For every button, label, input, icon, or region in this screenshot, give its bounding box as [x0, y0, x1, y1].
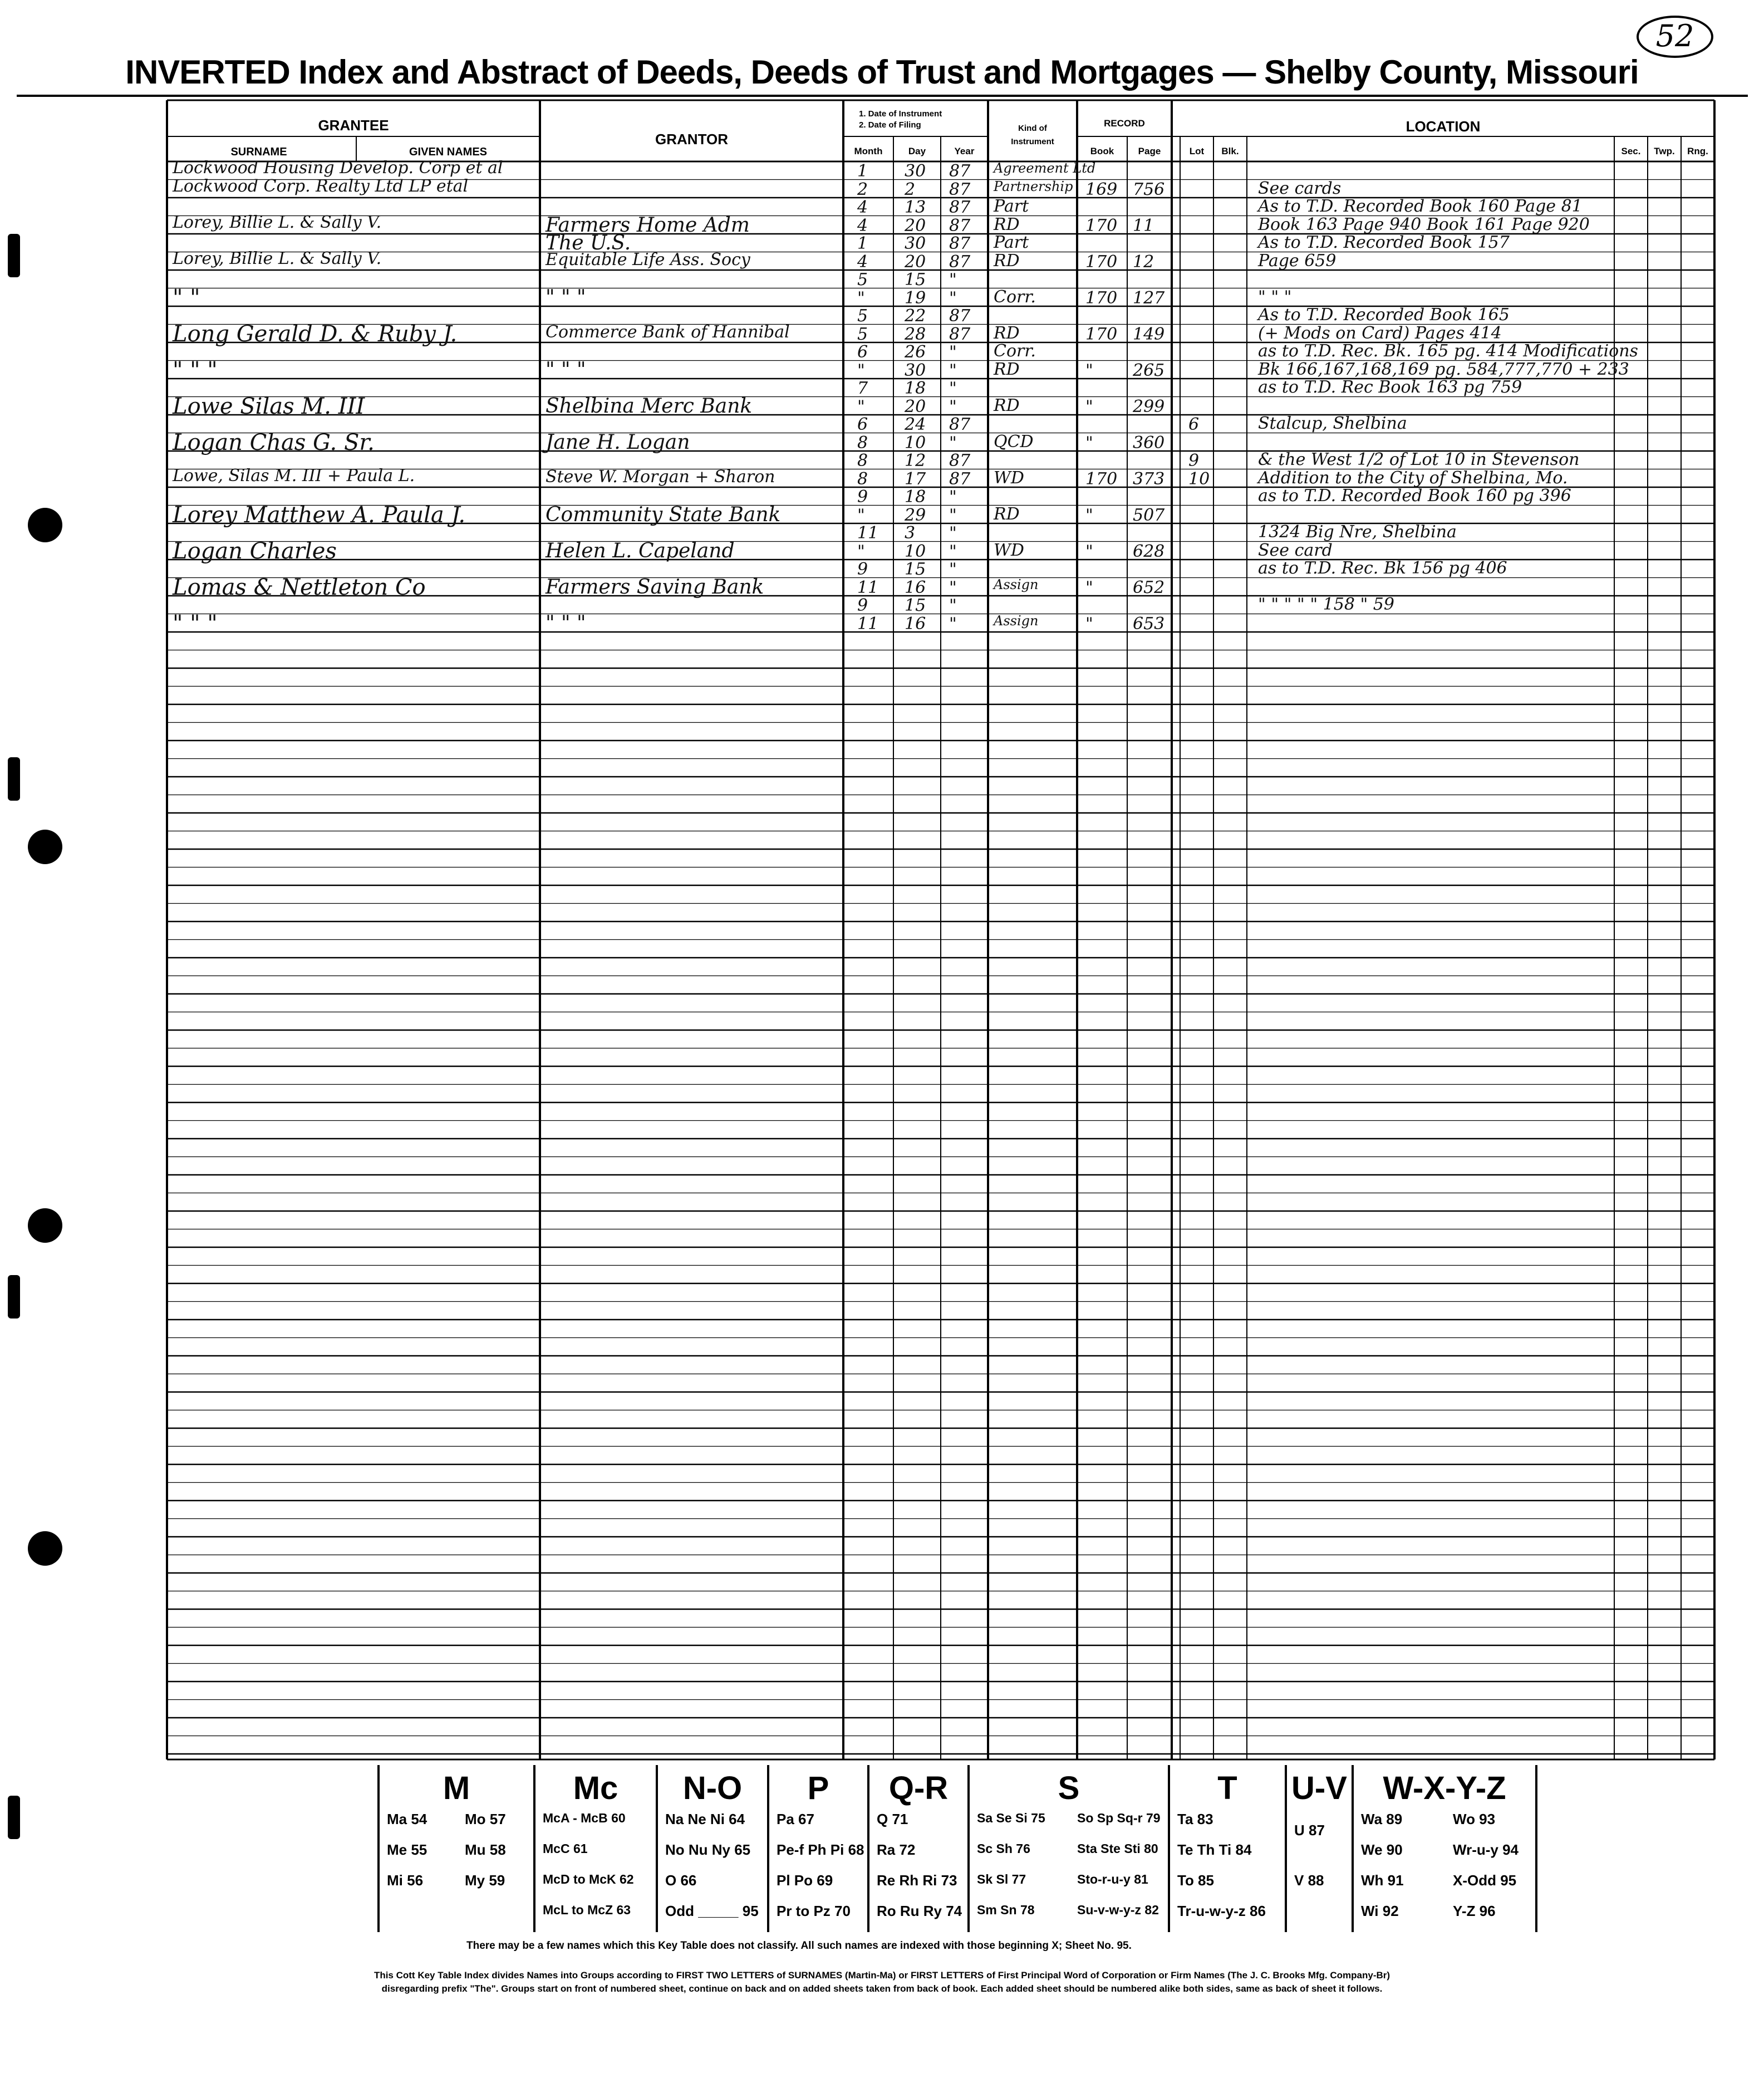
entry-location: See cards: [1258, 178, 1342, 198]
key-entry: My 59: [465, 1872, 505, 1889]
entry-year: 87: [949, 198, 971, 217]
entry-book: 170: [1085, 288, 1118, 308]
entry-year: ": [949, 433, 957, 453]
entry-page: 507: [1133, 505, 1165, 525]
key-group-w-x-y-z: W-X-Y-Z: [1383, 1770, 1506, 1806]
entry-day: 20: [905, 215, 926, 236]
entry-kind: Part: [994, 197, 1029, 216]
entry-month: 2: [857, 179, 868, 199]
entry-book: ": [1085, 614, 1093, 634]
entry-day: 20: [905, 396, 926, 416]
entry-year: ": [949, 288, 957, 308]
entry-month: 9: [857, 560, 868, 579]
entry-location: Bk 166,167,168,169 pg. 584,777,770 + 233: [1258, 359, 1629, 379]
entry-location: See card: [1258, 540, 1333, 560]
entry-year: 87: [949, 451, 971, 470]
entry-month: 8: [857, 433, 868, 453]
entry-grantee: Long Gerald D. & Ruby J.: [173, 321, 458, 347]
entry-lot: 6: [1188, 415, 1200, 434]
entry-grantee: Lorey, Billie L. & Sally V.: [173, 212, 382, 232]
key-entry: Pa 67: [777, 1811, 814, 1827]
entry-year: 87: [949, 469, 971, 489]
entry-location: Stalcup, Shelbina: [1258, 414, 1407, 433]
key-group-n-o: N-O: [682, 1770, 743, 1806]
entry-month: 9: [857, 487, 868, 507]
entry-day: 18: [905, 379, 926, 398]
entry-grantee: Logan Chas G. Sr.: [173, 429, 375, 455]
footer-line-1: This Cott Key Table Index divides Names into Groups according to FIRST TWO LETTERS of SURNAMES (Martin-Ma) or FIRST LETTERS of First Principal Word of Corporation or Firm Names (The J. C. Brooks Mfg. Company-Br): [374, 1970, 1390, 1981]
entry-kind: QCD: [994, 432, 1034, 452]
header-given-names: GIVEN NAMES: [409, 146, 488, 158]
entry-grantor: Shelbina Merc Bank: [546, 394, 753, 418]
entry-book: 170: [1085, 469, 1118, 489]
binder-hole: [28, 1208, 62, 1243]
entry-page: 12: [1133, 252, 1154, 272]
entry-year: 87: [949, 306, 971, 326]
key-group-u-v: U-V: [1291, 1770, 1347, 1806]
entry-month: 8: [857, 451, 868, 470]
key-entry: McA - McB 60: [543, 1811, 626, 1825]
entry-month: 5: [857, 324, 868, 344]
entry-kind: RD: [994, 504, 1020, 524]
entry-location: " " " " " 158 " 59: [1258, 595, 1394, 614]
entry-kind: Assign: [994, 576, 1039, 592]
entry-month: 9: [857, 596, 868, 615]
entry-grantee: Lockwood Housing Develop. Corp et al: [173, 158, 503, 178]
entry-kind: RD: [994, 214, 1020, 234]
entry-grantee: Lomas & Nettleton Co: [173, 574, 426, 600]
entry-day: 18: [905, 487, 926, 507]
entry-kind: Partnership: [994, 178, 1073, 194]
key-entry: No Nu Ny 65: [665, 1841, 751, 1858]
entry-year: 87: [949, 415, 971, 434]
header-kind-line1: Kind of: [1018, 124, 1047, 133]
entry-grantor: Equitable Life Ass. Socy: [546, 249, 750, 269]
entry-month: 11: [857, 614, 879, 634]
entry-day: 16: [905, 614, 926, 634]
header-rng: Rng.: [1687, 146, 1708, 156]
key-group-mc: Mc: [573, 1770, 618, 1806]
entry-year: ": [949, 523, 957, 543]
entry-grantor: Commerce Bank of Hannibal: [546, 322, 790, 342]
entry-day: 19: [905, 288, 926, 308]
entry-year: 87: [949, 324, 971, 344]
entry-month: ": [857, 360, 865, 380]
key-entry: Sto-r-u-y 81: [1077, 1872, 1148, 1886]
header-twp: Twp.: [1654, 146, 1675, 156]
header-kind-line2: Instrument: [1011, 137, 1054, 146]
header-location: LOCATION: [1406, 118, 1481, 135]
entry-book: ": [1085, 505, 1093, 525]
entry-year: ": [949, 560, 957, 579]
entry-page: 149: [1133, 324, 1165, 344]
entry-kind: Assign: [994, 612, 1039, 629]
entry-month: 8: [857, 469, 868, 489]
key-group-q-r: Q-R: [888, 1770, 949, 1806]
key-entry: Sc Sh 76: [977, 1841, 1030, 1856]
entry-location: (+ Mods on Card) Pages 414: [1258, 323, 1502, 343]
key-entry: Wh 91: [1361, 1872, 1404, 1889]
entry-month: 4: [857, 252, 868, 272]
entry-grantor: Jane H. Logan: [546, 430, 690, 454]
key-group-t: T: [1217, 1770, 1237, 1806]
key-entry: Pr to Pz 70: [777, 1903, 851, 1919]
key-group-p: P: [807, 1770, 829, 1806]
entry-year: ": [949, 541, 957, 561]
key-entry: X-Odd 95: [1453, 1872, 1517, 1889]
header-book: Book: [1090, 146, 1114, 156]
key-entry: Pe-f Ph Pi 68: [777, 1841, 864, 1858]
entry-location: " " ": [1258, 287, 1292, 307]
key-entry: McC 61: [543, 1841, 588, 1856]
key-entry: Ta 83: [1177, 1811, 1213, 1827]
entry-grantor: Community State Bank: [546, 503, 781, 526]
header-month: Month: [854, 146, 883, 156]
key-table-note: There may be a few names which this Key Table does not classify. All such names are indexed with those beginning X; Sheet No. 95.: [466, 1940, 1132, 1952]
entry-year: ": [949, 342, 957, 362]
entry-grantor: Helen L. Capeland: [546, 539, 735, 562]
key-entry: Te Th Ti 84: [1177, 1841, 1252, 1858]
entry-year: 87: [949, 234, 971, 253]
entry-location: Addition to the City of Shelbina, Mo.: [1258, 468, 1568, 488]
entry-kind: Agreement Ltd: [994, 160, 1096, 176]
entry-book: 170: [1085, 215, 1118, 236]
header-grantee: GRANTEE: [318, 117, 389, 134]
entry-grantor: The U.S.: [546, 232, 631, 254]
entry-page: 299: [1133, 396, 1165, 416]
entry-location: Book 163 Page 940 Book 161 Page 920: [1258, 214, 1590, 234]
entry-day: 30: [905, 360, 926, 380]
key-entry: U 87: [1294, 1822, 1325, 1839]
key-entry: McL to McZ 63: [543, 1903, 631, 1917]
entry-location: as to T.D. Rec. Bk 156 pg 406: [1258, 558, 1507, 578]
entry-book: 170: [1085, 252, 1118, 272]
entry-kind: RD: [994, 395, 1020, 415]
entry-kind: Corr.: [994, 287, 1036, 307]
key-entry: Mi 56: [387, 1872, 424, 1889]
header-date-line2: 2. Date of Filing: [859, 120, 921, 130]
entry-location: as to T.D. Rec. Bk. 165 pg. 414 Modifications: [1258, 341, 1638, 361]
entry-grantee: Lorey Matthew A. Paula J.: [173, 502, 466, 528]
entry-lot: 10: [1188, 469, 1210, 489]
entry-book: ": [1085, 541, 1093, 561]
entry-book: 170: [1085, 324, 1118, 344]
entry-day: 3: [905, 523, 916, 543]
entry-year: ": [949, 396, 957, 416]
header-lot: Lot: [1189, 146, 1205, 156]
key-entry: Y-Z 96: [1453, 1903, 1496, 1919]
key-entry: V 88: [1294, 1872, 1324, 1889]
entry-month: 1: [857, 161, 868, 181]
key-entry: Ra 72: [877, 1841, 916, 1858]
entry-month: 11: [857, 577, 879, 597]
key-group-m: M: [443, 1770, 470, 1806]
entry-month: 5: [857, 306, 868, 326]
entry-month: 7: [857, 379, 868, 398]
entry-grantor: " " ": [546, 611, 586, 635]
entry-kind: RD: [994, 323, 1020, 343]
header-blk: Blk.: [1221, 146, 1239, 156]
header-grantor: GRANTOR: [655, 131, 728, 148]
entry-page: 11: [1133, 215, 1154, 236]
entry-grantee: " " ": [173, 357, 218, 383]
header-year: Year: [954, 146, 975, 156]
key-entry: Wr-u-y 94: [1453, 1841, 1519, 1858]
key-entry: Sa Se Si 75: [977, 1811, 1045, 1825]
entry-year: 87: [949, 179, 971, 199]
entry-day: 28: [905, 324, 926, 344]
entry-day: 10: [905, 541, 926, 561]
entry-year: ": [949, 596, 957, 615]
entry-month: ": [857, 505, 865, 525]
entry-location: 1324 Big Nre, Shelbina: [1258, 522, 1457, 542]
key-group-s: S: [1058, 1770, 1080, 1806]
entry-grantee: Lowe Silas M. III: [173, 393, 365, 419]
binder-slot: [8, 757, 20, 801]
entry-year: 87: [949, 252, 971, 272]
title-rest: Index and Abstract of Deeds, Deeds of Trust and Mortgages — Shelby County, Missouri: [298, 53, 1639, 91]
title-inverted: INVERTED: [125, 53, 290, 91]
entry-day: 15: [905, 270, 926, 290]
key-entry: Mo 57: [465, 1811, 506, 1827]
entry-location: as to T.D. Rec Book 163 pg 759: [1258, 378, 1522, 397]
binder-hole: [28, 830, 62, 864]
entry-day: 17: [905, 469, 926, 489]
key-entry: We 90: [1361, 1841, 1403, 1858]
entry-month: 5: [857, 270, 868, 290]
entry-grantee: " " ": [173, 610, 218, 636]
entry-location: As to T.D. Recorded Book 160 Page 81: [1258, 197, 1583, 216]
entry-month: 6: [857, 415, 868, 434]
entry-kind: Part: [994, 233, 1029, 252]
header-record: RECORD: [1104, 118, 1145, 129]
entry-month: ": [857, 541, 865, 561]
entry-location: Page 659: [1258, 251, 1336, 271]
entry-page: 373: [1133, 469, 1165, 489]
entry-kind: RD: [994, 359, 1020, 379]
key-entry: So Sp Sq-r 79: [1077, 1811, 1161, 1825]
header-surname: SURNAME: [230, 146, 287, 158]
entry-month: 4: [857, 198, 868, 217]
key-entry: Tr-u-w-y-z 86: [1177, 1903, 1266, 1919]
key-entry: Sta Ste Sti 80: [1077, 1841, 1158, 1856]
entry-day: 15: [905, 596, 926, 615]
entry-grantee: Logan Charles: [173, 538, 337, 564]
entry-grantor: " " ": [546, 286, 586, 309]
header-sec: Sec.: [1621, 146, 1641, 156]
entry-day: 22: [905, 306, 926, 326]
entry-page: 628: [1133, 541, 1165, 561]
entry-day: 12: [905, 451, 926, 470]
entry-day: 24: [905, 415, 926, 434]
header-page: Page: [1138, 146, 1161, 156]
binder-slot: [8, 1796, 20, 1839]
entry-book: ": [1085, 360, 1093, 380]
sheet-number: 52: [1637, 16, 1713, 58]
entry-year: 87: [949, 215, 971, 236]
header-day: Day: [908, 146, 926, 156]
entry-page: 360: [1133, 433, 1165, 453]
entry-day: 2: [905, 179, 916, 199]
entry-day: 30: [905, 234, 926, 253]
entry-book: ": [1085, 577, 1093, 597]
entry-grantor: " " ": [546, 358, 586, 381]
entry-location: As to T.D. Recorded Book 165: [1258, 305, 1510, 325]
key-entry: Ro Ru Ry 74: [877, 1903, 962, 1919]
key-entry: Mu 58: [465, 1841, 506, 1858]
key-entry: Wi 92: [1361, 1903, 1399, 1919]
entry-lot: 9: [1188, 451, 1200, 470]
key-entry: Wo 93: [1453, 1811, 1496, 1827]
entry-month: ": [857, 288, 865, 308]
binder-slot: [8, 234, 20, 277]
entry-day: 10: [905, 433, 926, 453]
entry-grantor: Steve W. Morgan + Sharon: [546, 467, 775, 487]
entry-day: 26: [905, 342, 926, 362]
entry-day: 29: [905, 505, 926, 525]
entry-grantee: Lorey, Billie L. & Sally V.: [173, 248, 382, 268]
entry-month: 1: [857, 234, 868, 253]
entry-page: 127: [1133, 288, 1165, 308]
entry-book: 169: [1085, 179, 1118, 199]
entry-kind: RD: [994, 251, 1020, 271]
key-entry: O 66: [665, 1872, 697, 1889]
key-entry: Sk Sl 77: [977, 1872, 1026, 1886]
entry-location: As to T.D. Recorded Book 157: [1258, 233, 1510, 252]
key-entry: Me 55: [387, 1841, 428, 1858]
entry-location: & the West 1/2 of Lot 10 in Stevenson: [1258, 450, 1580, 469]
footer-line-2: disregarding prefix "The". Groups start on front of numbered sheet, continue on back and on added sheets taken from back of book. Each added sheet should be numbered alike both sides, same as back of sheet it follows.: [381, 1983, 1383, 1994]
entry-location: as to T.D. Recorded Book 160 pg 396: [1258, 486, 1571, 506]
key-entry: To 85: [1177, 1872, 1214, 1889]
entry-year: ": [949, 360, 957, 380]
entry-page: 653: [1133, 614, 1165, 634]
entry-page: 756: [1133, 179, 1165, 199]
binder-slot: [8, 1275, 20, 1319]
key-entry: Sm Sn 78: [977, 1903, 1035, 1917]
entry-day: 15: [905, 560, 926, 579]
entry-year: ": [949, 379, 957, 398]
entry-month: ": [857, 396, 865, 416]
entry-year: ": [949, 270, 957, 290]
entry-day: 20: [905, 252, 926, 272]
entry-kind: WD: [994, 468, 1024, 488]
entry-day: 30: [905, 161, 926, 181]
key-entry: Na Ne Ni 64: [665, 1811, 745, 1827]
entry-month: 6: [857, 342, 868, 362]
entry-day: 16: [905, 577, 926, 597]
header-date-line1: 1. Date of Instrument: [859, 109, 942, 119]
entry-kind: WD: [994, 540, 1024, 560]
entry-page: 652: [1133, 577, 1165, 597]
entry-day: 13: [905, 198, 926, 217]
entry-month: 11: [857, 523, 879, 543]
entry-book: ": [1085, 396, 1093, 416]
binder-hole: [28, 508, 62, 542]
entry-year: ": [949, 577, 957, 597]
key-entry: Ma 54: [387, 1811, 428, 1827]
key-entry: Wa 89: [1361, 1811, 1403, 1827]
key-entry: Q 71: [877, 1811, 908, 1827]
entry-page: 265: [1133, 360, 1165, 380]
binder-hole: [28, 1531, 62, 1566]
entry-year: ": [949, 487, 957, 507]
key-entry: Odd _____ 95: [665, 1903, 759, 1919]
entry-grantor: Farmers Home Adm: [546, 213, 750, 237]
entry-month: 4: [857, 215, 868, 236]
entry-grantee: Lowe, Silas M. III + Paula L.: [173, 465, 415, 486]
entry-grantee: " ": [173, 285, 200, 311]
key-entry: Pl Po 69: [777, 1872, 833, 1889]
entry-grantor: Farmers Saving Bank: [546, 575, 764, 599]
entry-year: 87: [949, 161, 971, 181]
entry-year: ": [949, 614, 957, 634]
key-entry: Re Rh Ri 73: [877, 1872, 957, 1889]
entry-year: ": [949, 505, 957, 525]
entry-kind: Corr.: [994, 341, 1036, 361]
key-entry: Su-v-w-y-z 82: [1077, 1903, 1159, 1917]
key-entry: McD to McK 62: [543, 1872, 634, 1886]
entry-grantee: Lockwood Corp. Realty Ltd LP etal: [173, 176, 469, 196]
entry-book: ": [1085, 433, 1093, 453]
